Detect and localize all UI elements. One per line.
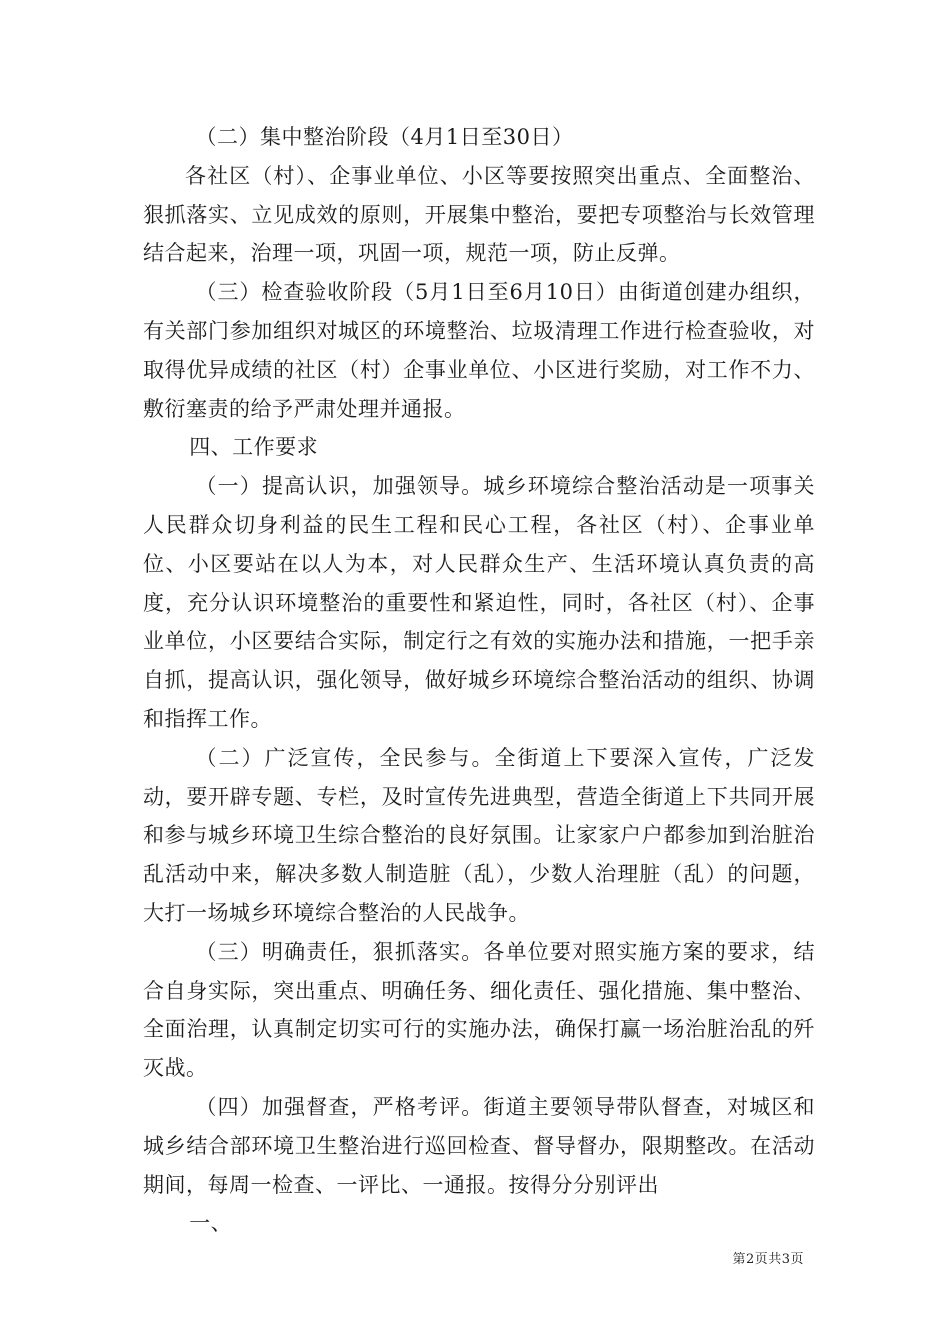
paragraph-requirement-two: （二）广泛宣传，全民参与。全街道上下要深入宣传，广泛发动，要开辟专题、专栏，及时宣传先进典型，营造全街道上下共同开展和参与城乡环境卫生综合整治的良好氛围。让家家户户都参加到治脏治乱活动中来，解决多数人制造脏（乱），少数人治理脏（乱）的问题，大打一场城乡环境综合整治的人民战争。 — [143, 745, 815, 925]
paragraph-trailing-item: 一、 — [189, 1211, 233, 1236]
paragraph-requirement-one: （一）提高认识，加强领导。城乡环境综合整治活动是一项事关人民群众切身利益的民生工程和民心工程，各社区（村）、企事业单位、小区要站在以人为本，对人民群众生产、生活环境认真负责的高度，充分认识环境整治的重要性和紧迫性，同时，各社区（村）、企事业单位，小区要结合实际，制定行之有效的实施办法和措施，一把手亲自抓，提高认识，强化领导，做好城乡环境综合整治活动的组织、协调和指挥工作。 — [143, 474, 815, 731]
paragraph-stage-two-body: 各社区（村）、企事业单位、小区等要按照突出重点、全面整治、狠抓落实、立见成效的原则，开展集中整治，要把专项整治与长效管理结合起来，治理一项，巩固一项，规范一项，防止反弹。 — [143, 163, 815, 266]
paragraph-stage-three: （三）检查验收阶段（5月1日至6月10日）由街道创建办组织，有关部门参加组织对城区的环境整治、垃圾清理工作进行检查验收，对取得优异成绩的社区（村）企事业单位、小区进行奖励，对工作不力、敷衍塞责的给予严肃处理并通报。 — [143, 280, 815, 421]
paragraph-requirement-four: （四）加强督查，严格考评。街道主要领导带队督查，对城区和城乡结合部环境卫生整治进行巡回检查、督导督办，限期整改。在活动期间，每周一检查、一评比、一通报。按得分分别评出 — [143, 1094, 815, 1197]
section-heading-work-requirements: 四、工作要求 — [189, 435, 319, 460]
paragraph-stage-two-heading: （二）集中整治阶段（4月1日至30日） — [195, 125, 574, 149]
page-number-footer: 第2页共3页 — [732, 1252, 804, 1267]
document-body — [143, 118, 815, 1243]
paragraph-requirement-three: （三）明确责任，狠抓落实。各单位要对照实施方案的要求，结合自身实际，突出重点、明确任务、细化责任、强化措施、集中整治、全面治理，认真制定切实可行的实施办法，确保打赢一场治脏治乱的歼灭战。 — [143, 939, 815, 1081]
